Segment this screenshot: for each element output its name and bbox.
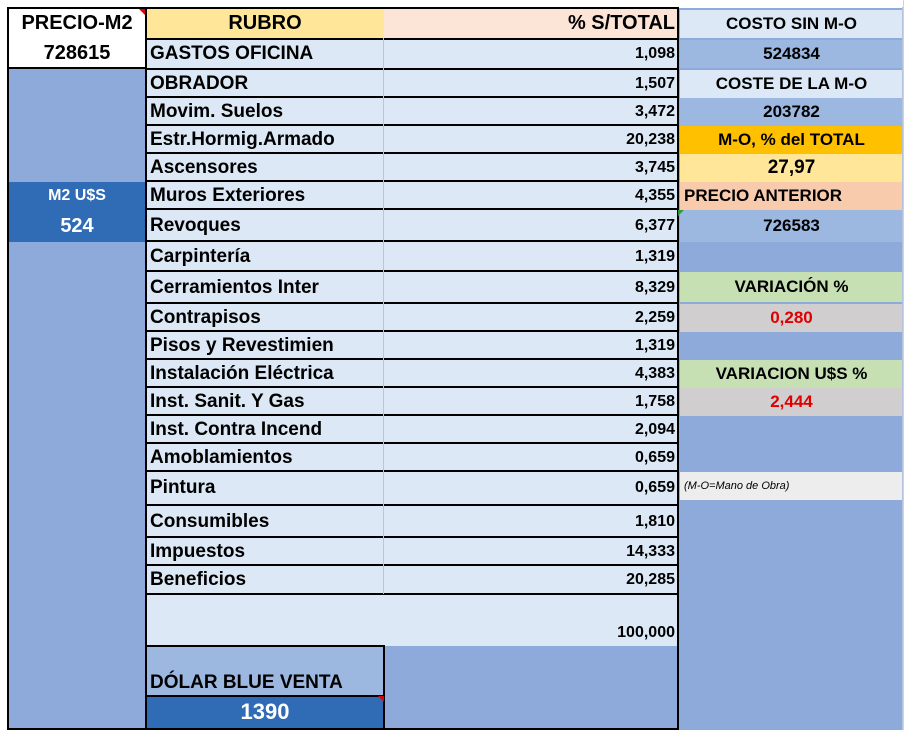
dolar-blue-label[interactable]: DÓLAR BLUE VENTA (146, 646, 384, 696)
m2-usd-label[interactable]: M2 U$S (8, 182, 146, 210)
border-a-header-bottom (7, 67, 147, 69)
row-border (145, 330, 679, 332)
bottom-fill (384, 646, 678, 730)
pct-cell[interactable]: 3,472 (384, 98, 678, 126)
cell-comment-marker (678, 210, 684, 216)
variacion-usd-value[interactable]: 2,444 (680, 388, 903, 416)
precio-anterior-value[interactable]: 726583 (680, 210, 903, 242)
left-column-fill (8, 68, 146, 730)
rubro-cell[interactable]: Pisos y Revestimien (146, 332, 384, 360)
rubro-cell[interactable]: Inst. Sanit. Y Gas (146, 388, 384, 416)
row-border (145, 442, 679, 444)
rubro-header[interactable]: RUBRO (146, 8, 384, 38)
rubro-cell[interactable]: Instalación Eléctrica (146, 360, 384, 388)
pct-cell[interactable]: 2,094 (384, 416, 678, 444)
pct-cell[interactable]: 20,238 (384, 126, 678, 154)
rubro-cell[interactable]: Impuestos (146, 538, 384, 566)
row-border (145, 504, 679, 506)
pct-cell[interactable]: 1,810 (384, 506, 678, 538)
row-border (145, 564, 679, 566)
rubro-cell[interactable]: Carpintería (146, 242, 384, 272)
border-right (902, 7, 903, 730)
rubro-cell[interactable]: Inst. Contra Incend (146, 416, 384, 444)
pct-cell[interactable]: 20,285 (384, 566, 678, 594)
rubro-cell[interactable]: Revoques (146, 210, 384, 242)
pct-cell[interactable]: 1,758 (384, 388, 678, 416)
pct-cell[interactable]: 14,333 (384, 538, 678, 566)
pct-cell[interactable]: 1,098 (384, 40, 678, 68)
row-border (145, 68, 679, 70)
row-border (145, 470, 679, 472)
border-dolar-top (145, 645, 385, 647)
rubro-cell[interactable]: Muros Exteriores (146, 182, 384, 210)
pct-cell[interactable]: 1,319 (384, 332, 678, 360)
variacion-pct-value[interactable]: 0,280 (680, 304, 903, 332)
cell-comment-marker (139, 9, 145, 15)
mano-de-obra-note[interactable]: (M-O=Mano de Obra) (680, 472, 903, 500)
coste-mo-value[interactable]: 203782 (680, 98, 903, 126)
mo-pct-value[interactable]: 27,97 (680, 154, 903, 182)
rubro-cell[interactable]: OBRADOR (146, 70, 384, 98)
pct-cell[interactable]: 6,377 (384, 210, 678, 242)
row-border (145, 593, 679, 595)
border-left (7, 7, 9, 730)
row-border (145, 124, 679, 126)
border-top (7, 7, 679, 9)
pct-cell[interactable]: 1,507 (384, 70, 678, 98)
cell-comment-marker (378, 696, 384, 702)
rubro-cell[interactable]: Amoblamientos (146, 444, 384, 472)
border-c-d (677, 7, 679, 730)
pct-cell[interactable]: 8,329 (384, 272, 678, 304)
precio-anterior-label[interactable]: PRECIO ANTERIOR (680, 182, 903, 210)
border-dolar-mid (145, 695, 385, 697)
border-rubro-pct (383, 38, 384, 594)
variacion-pct-label[interactable]: VARIACIÓN % (680, 272, 903, 302)
row-border (145, 270, 679, 272)
row-border (145, 302, 679, 304)
row-border (145, 208, 679, 210)
costo-sin-mo-label[interactable]: COSTO SIN M-O (680, 10, 903, 38)
row-border (145, 180, 679, 182)
mo-pct-label[interactable]: M-O, % del TOTAL (680, 126, 903, 154)
row-border (145, 96, 679, 98)
dolar-blue-value[interactable]: 1390 (146, 696, 384, 728)
precio-m2-label[interactable]: PRECIO-M2 (8, 8, 146, 38)
rubro-cell[interactable]: Estr.Hormig.Armado (146, 126, 384, 154)
rubro-cell[interactable]: Ascensores (146, 154, 384, 182)
m2-usd-value[interactable]: 524 (8, 210, 146, 242)
row-border (145, 536, 679, 538)
pct-cell[interactable]: 3,745 (384, 154, 678, 182)
row-border (145, 240, 679, 242)
pct-cell[interactable]: 4,355 (384, 182, 678, 210)
border-a-b (145, 7, 147, 730)
variacion-usd-label[interactable]: VARIACION U$S % (680, 360, 903, 388)
rubro-cell[interactable]: Consumibles (146, 506, 384, 538)
precio-m2-value[interactable]: 728615 (8, 38, 146, 68)
row-border (145, 152, 679, 154)
pct-total-header[interactable]: % S/TOTAL (384, 8, 678, 38)
rubro-cell[interactable]: GASTOS OFICINA (146, 40, 384, 68)
pct-cell[interactable]: 0,659 (384, 444, 678, 472)
row-border (145, 414, 679, 416)
pct-cell[interactable]: 4,383 (384, 360, 678, 388)
rubro-cell[interactable]: Movim. Suelos (146, 98, 384, 126)
row-border (145, 386, 679, 388)
border-b-c (383, 645, 385, 730)
pct-cell[interactable]: 0,659 (384, 472, 678, 504)
coste-mo-label[interactable]: COSTE DE LA M-O (680, 70, 903, 98)
row-border (145, 358, 679, 360)
total-value[interactable]: 100,000 (617, 624, 675, 641)
pct-cell[interactable]: 2,259 (384, 304, 678, 332)
rubro-cell[interactable]: Contrapisos (146, 304, 384, 332)
row-border (145, 38, 679, 40)
rubro-cell[interactable]: Cerramientos Inter (146, 272, 384, 304)
costo-sin-mo-value[interactable]: 524834 (680, 40, 903, 68)
pct-cell[interactable]: 1,319 (384, 242, 678, 272)
rubro-cell[interactable]: Pintura (146, 472, 384, 504)
rubro-cell[interactable]: Beneficios (146, 566, 384, 594)
